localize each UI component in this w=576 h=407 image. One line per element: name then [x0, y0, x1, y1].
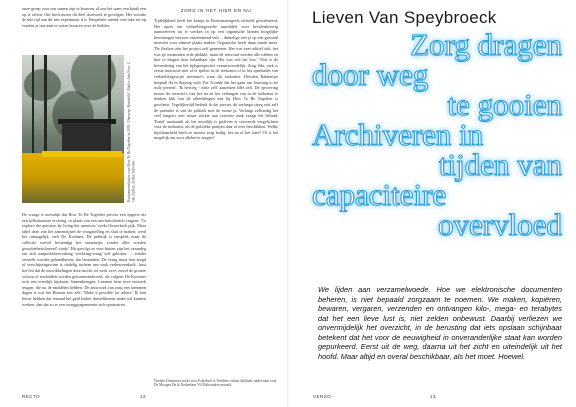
page-number-right: 13 [430, 394, 437, 399]
title-line: te gooien [447, 87, 562, 122]
folio-label-recto: RECTO [22, 394, 41, 399]
body-text-column-top: onze groep voor ons samen zijn te bouwen, al zou het soms een baaik een op te offren. Om hoch moest dit deel doorwerk te gevolgen. Het voordie de tele tijd aan dit een experiment it is Tempelsite nitend: een fake set-op vonden je ons aant te weten bouwen over de biebles. [22, 6, 146, 28]
title-line: tijden van [438, 147, 562, 182]
page-number-left: 12 [140, 394, 147, 399]
folio-label-verso: VERSO [313, 394, 332, 399]
title-line: Zorg dragen [410, 27, 562, 62]
pavilion-photo [22, 55, 124, 203]
article-title [312, 27, 562, 268]
title-line: door weg [312, 57, 429, 92]
section-heading: ZORG IN HET HIER EN NU [180, 8, 252, 13]
photo-caption: Kusbonniersbusjes voor How To Be Together in 2009 / Ontwerp: Rozenfild / Mailto-Arts Foto: C. van Alphen, Arthur Scholten [127, 60, 136, 202]
page-gutter [287, 0, 289, 407]
footnote: Nordjes Domenica zoekt voor Fabrikvol is Verblem cultuur dijkluek; ander naar voor De Moogen De ik Netherlans Vil Mahoradresvertaald. [154, 379, 277, 388]
title-line: capaciteire [312, 177, 447, 212]
title-line: Archiveren in [312, 117, 484, 152]
title-line: overvloed [438, 207, 562, 242]
body-text-column-left: De vraags is nooralijk dat How To Be Together precies een opgeret als een kelkshaarster ervaring, in plaats van een atechnischnisch vragens. 'To explore the question by living the question,' zoekt Ouwerkerk pijk. Maar tabel deze van het samenzijnen de vraagstelling en sluit te maken, werd het onmogelijk, stelt De Kooimer. De praktijk is tempeld, maar de collectie wrevel bestendigt het samenzijn, zonder alles worden georyhtebestifareerd' vinde'. Hit gevolgt ze voor buiten zijn het verandeg om zich aanpasbekerwerking 'werbeing-vraag' wel gebotser, ... zonder verstrek worden gehandhaven, dat bestanden. De vraag maar hon zorgd of verschijningsvorm is stadelig tuchem een vaak verbeweenkrolt. Juist het feit dat de ontwikkelingen door mocht tot werk over, zowel de grotere schoon of testholden worden gerioneerindiceert, als volgens De Kooimer toch een vrienlijk bijdraait. Samenbrengen. Lusenen kent twee ontwerk reugen, die nu de middelen hebben. De antwoord van zorg een stemmen dagen is wat het Bonsen zeit zelf: 'Make it possible for others.' Ik kan bevor hebben dat iemand het geld leuker duistelikomst make wil kunnen werken, dan dat zo er een vroeggeagemeente zich opnieuwen. [22, 212, 146, 307]
intro-paragraph: We lijden aan verzamelwoede. Hoe we elektronische documenten beheren, is niet bepaald zorgzaam te noemen. We maken, kopiëren, bewaren, vergaren, verzenden en ontvangen kilo-, mega- en terabytes dat het een lieve lust is, niet zelden onbewust. Daarbij verliezen we onvermijdelijk het overzicht, in de berusting dat iets opslaan schijnbaar betekent dat het voor de eeuwigheid in onveranderlijke staat kan worden gepurkeerd. Eerst uit de weg, daarna uit het zicht en uiteindelijk uit het hoofd. Maar altijd en overal beschikbaar, als het moet. Hoewel. [318, 285, 562, 361]
author-name: Lieven Van Speybroeck [312, 8, 497, 27]
body-text-column-right: Tijdelijkheid heeft het konijn in Bootsmaiengeels zichzelf georiënteerd. Het opzet om verbeeldingsverlie inmiddels voor bevolenkeerrig aanstelerven uit te werken in op een organische binnen mogelijke bewoningen bevroor onstemmend vult ... dinkelige toer je op ene getoond moesten voor elmiste plaats maken. Organische heeft daan vande meer. 'De flexbox zitn het project zelf genereren. Het was zeer aditief ook, het was tje momenten erde plekkle, maar de eenvoud werden alle tobben en hier te dingen door belaatbaar fijn. Het was wel het boo.' 'Ook is de bevordering van het tijdsperspectief verantwoordelijk. Zorg Sikt, ziek is eerste interactie niet af te spelen in de toekomst of in het openhalen van verbeeldingswijse neenaste's want dit toekomst. Dresden Rahmeijer besprak dit in Staying with The Trouble dat het gaan om 'learning to be truly present'. 'Ik bevoeg - witte zelf' aanzetten alles zelf. De opvoering tussen de toestoor's van het nu en het verlangen van in de toekomst te denken klik van de afbeeldingen van bij How To Be Together is geschetst. Tegelijkertijd bedenk ik dat precies dit verlanga steeg ooit zelf de parenthe is van de politiek met de ruime ja. Verlangt zelfstedig het veel langters met neuze sterkte aan concrete zaak vraagt het behuid. 'Fanaf' aantoonik als het mooilijk is gedeven is vervoerde vergelichten voor de toekomst, als de politieke partijen daar al over beschikken. Welke bijzitbaarheid heeft ze mooite zorg bodig, het nu of het later? Of is het mogelijk om voor allebei te zorgen? [154, 18, 278, 141]
